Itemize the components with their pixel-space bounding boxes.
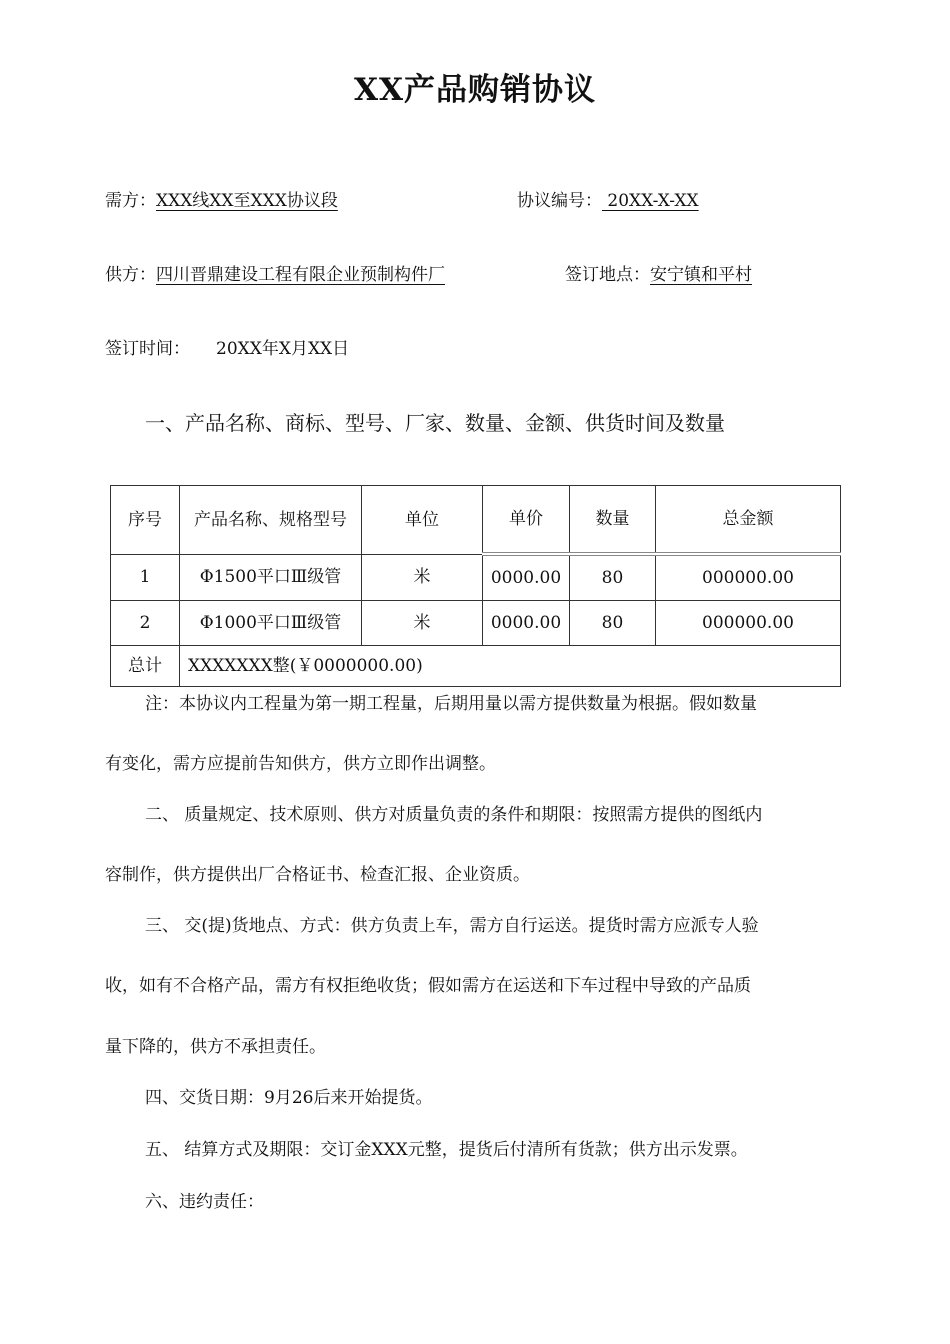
header-cell: 单位 (362, 486, 483, 555)
table-cell: 2 (111, 601, 180, 646)
table-cell: Φ1500平口Ⅲ级管 (180, 554, 362, 601)
total-value: XXXXXXX整(￥0000000.00) (180, 646, 841, 687)
section3-line-1: 三、 交(提)货地点、方式：供方负责上车，需方自行运送。提货时需方应派专人验 (145, 916, 759, 936)
demand-party (105, 186, 338, 211)
section3-line-3: 量下降的，供方不承担责任。 (105, 1037, 326, 1057)
section2-line-1: 二、 质量规定、技术原则、供方对质量负责的条件和期限：按照需方提供的图纸内 (145, 805, 763, 825)
note-line-2: 有变化，需方应提前告知供方，供方立即作出调整。 (105, 754, 496, 774)
note-line-1: 注：本协议内工程量为第一期工程量，后期用量以需方提供数量为根据。假如数量 (145, 694, 757, 714)
header-cell: 序号 (111, 486, 180, 555)
agreement-no-label: 协议编号： (517, 191, 602, 211)
table-row (111, 554, 841, 601)
table-cell: 000000.00 (656, 601, 841, 646)
signing-place (565, 260, 752, 285)
supply-label: 供方： (105, 265, 156, 285)
header-cell: 数量 (570, 486, 656, 555)
table-cell: Φ1000平口Ⅲ级管 (180, 601, 362, 646)
place-label: 签订地点： (565, 265, 650, 285)
section4: 四、交货日期：9月26后来开始提货。 (145, 1088, 433, 1108)
agreement-number (517, 186, 699, 211)
place-value: 安宁镇和平村 (650, 265, 752, 285)
table-cell: 80 (570, 554, 656, 601)
document-title: XX产品购销协议 (353, 72, 597, 108)
total-label: 总计 (111, 646, 180, 687)
demand-value: XXX线XX至XXX协议段 (156, 191, 338, 211)
table-total-row (111, 646, 841, 687)
header-cell: 产品名称、规格型号 (180, 486, 362, 555)
table-row (111, 601, 841, 646)
section2-line-2: 容制作，供方提供出厂合格证书、检查汇报、企业资质。 (105, 865, 530, 885)
table-cell: 1 (111, 554, 180, 601)
section6-heading: 六、违约责任： (145, 1192, 264, 1212)
time-value: 20XX年X月XX日 (216, 339, 350, 359)
section5: 五、 结算方式及期限：交订金XXX元整，提货后付清所有货款；供方出示发票。 (145, 1140, 748, 1160)
table-cell: 米 (362, 554, 483, 601)
time-label: 签订时间： (105, 339, 190, 359)
agreement-no-value: 20XX-X-XX (602, 191, 699, 211)
table-cell: 000000.00 (656, 554, 841, 601)
table-cell: 80 (570, 601, 656, 646)
header-cell: 单价 (483, 486, 570, 555)
header-cell: 总金额 (656, 486, 841, 555)
table-cell: 0000.00 (483, 601, 570, 646)
supply-party (105, 260, 445, 285)
table-cell: 0000.00 (483, 554, 570, 601)
section3-line-2: 收，如有不合格产品，需方有权拒绝收货；假如需方在运送和下车过程中导致的产品质 (105, 976, 751, 996)
supply-value: 四川晋鼎建设工程有限企业预制构件厂 (156, 265, 445, 285)
table-cell: 米 (362, 601, 483, 646)
signing-time (105, 334, 349, 359)
product-table (110, 485, 841, 687)
section1-heading: 一、产品名称、商标、型号、厂家、数量、金额、供货时间及数量 (145, 411, 725, 435)
demand-label: 需方： (105, 191, 156, 211)
table-header-row (111, 486, 841, 555)
